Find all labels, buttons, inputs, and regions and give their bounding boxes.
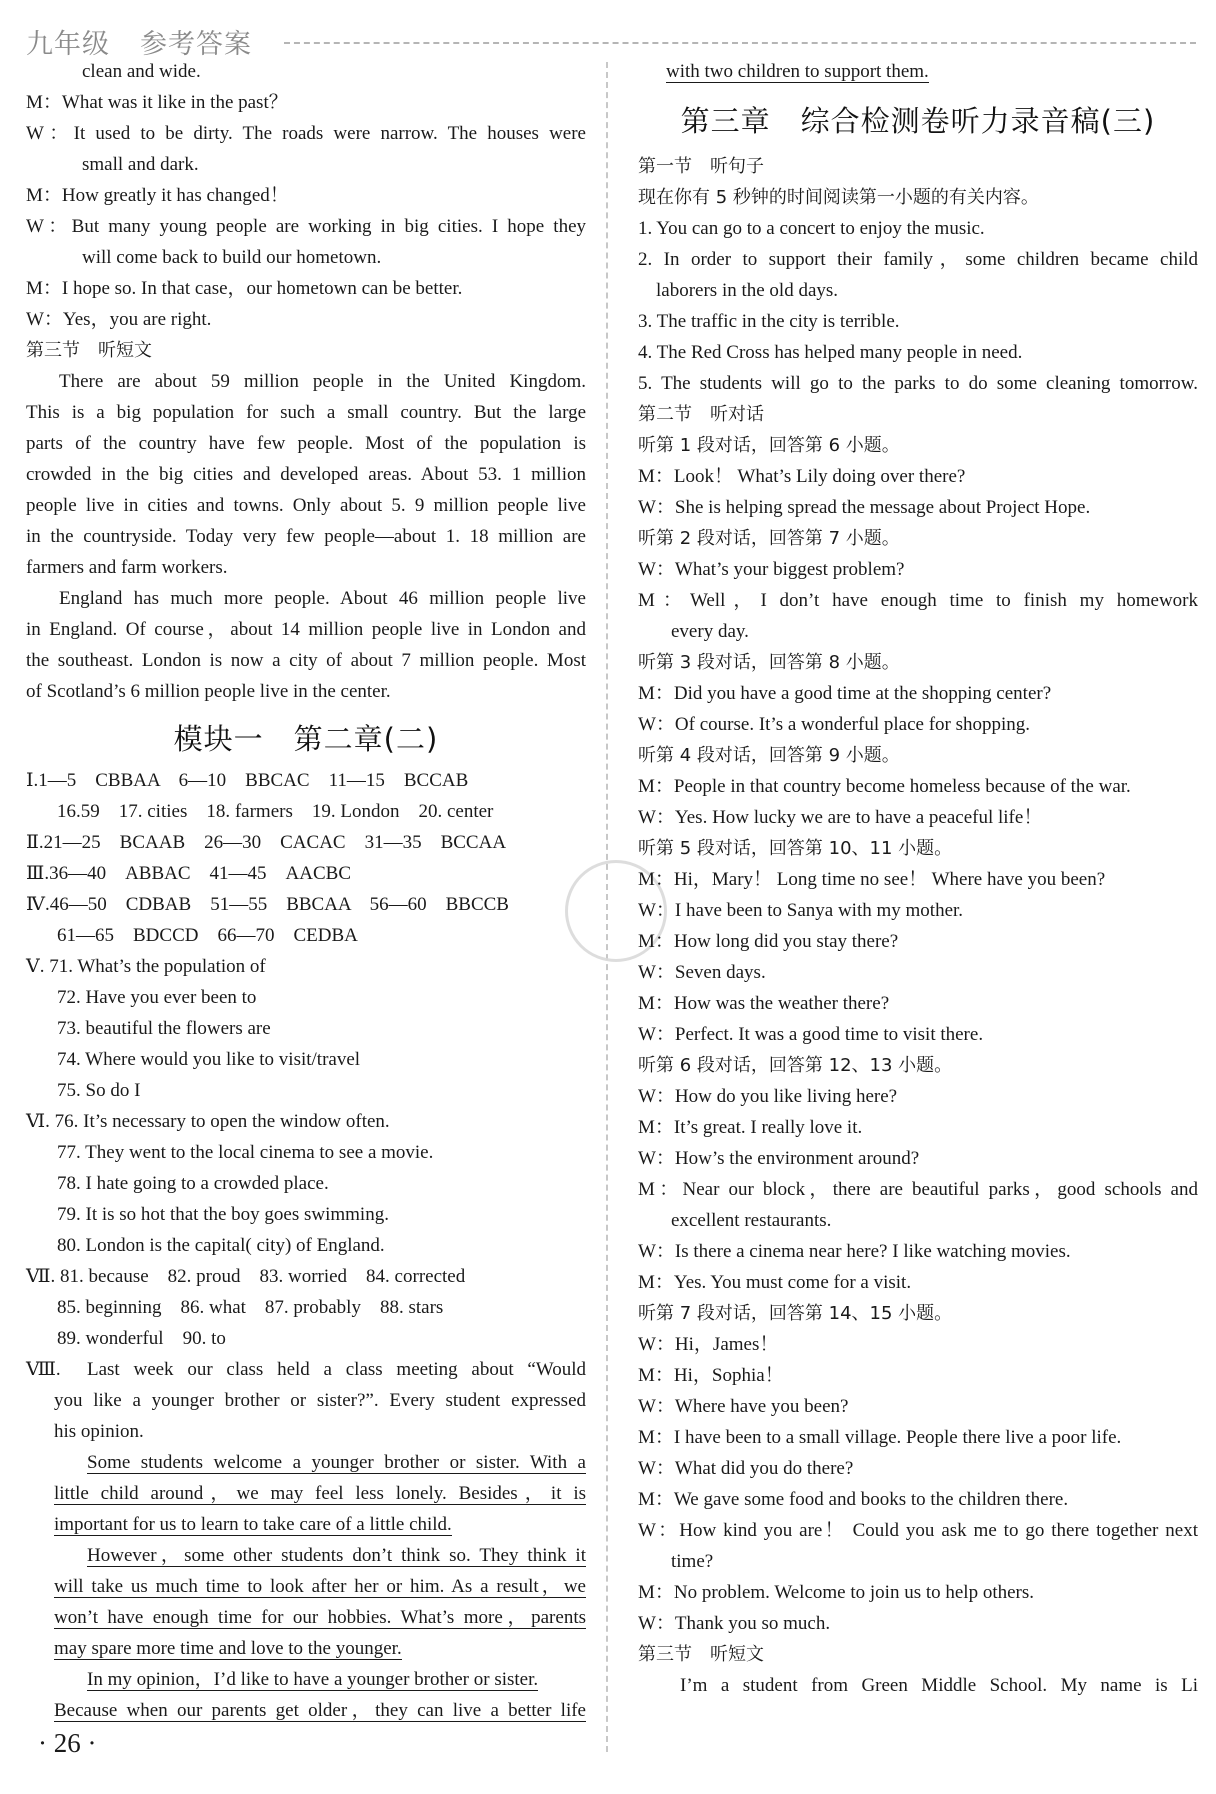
header-grade: 九年级: [26, 29, 110, 60]
header-dashed-rule: [284, 42, 1196, 44]
section-title: 第三节 听短文: [638, 1644, 764, 1665]
transcript-line: every day.: [671, 621, 749, 642]
left-column: [26, 56, 586, 1726]
transcript-line: W：Hi，James！: [638, 1334, 779, 1355]
transcript-line: W：Seven days.: [638, 962, 766, 983]
transcript-line: M：Well，I don’t have enough time to finish my homework: [638, 590, 1198, 611]
section-title: 第三节 听短文: [26, 340, 152, 361]
transcript-line: 4. The Red Cross has helped many people in need.: [638, 342, 1023, 363]
essay-line: Last week our class held a class meeting about “Would: [87, 1359, 586, 1380]
section-title: 听第 6 段对话，回答第 12、13 小题。: [638, 1055, 953, 1076]
answer-line: 85. beginning 86. what 87. probably 88. stars: [38, 1297, 444, 1318]
transcript-line: M：Look！ What’s Lily doing over there?: [638, 466, 966, 487]
transcript-line: W：Of course. It’s a wonderful place for shopping.: [638, 714, 1031, 735]
answer-line: Ⅲ.36—40 ABBAC 41—45 AACBC: [26, 863, 351, 884]
passage-line: in the countryside. Today very few people—about 1. 18 million are: [26, 526, 586, 547]
page-number: · 26 ·: [38, 1728, 97, 1758]
section-title: 听第 4 段对话，回答第 9 小题。: [638, 745, 900, 766]
transcript-line: W：Where have you been?: [638, 1396, 849, 1417]
answer-line: 73. beautiful the flowers are: [38, 1018, 271, 1039]
transcript-line: 5. The students will go to the parks to do some cleaning tomorrow.: [638, 373, 1198, 394]
transcript-line: laborers in the old days.: [656, 280, 839, 301]
section-title: 现在你有 5 秒钟的时间阅读第一小题的有关内容。: [638, 187, 1039, 208]
section-title: 听第 3 段对话，回答第 8 小题。: [638, 652, 900, 673]
dialog-line: M：How greatly it has changed！: [26, 185, 289, 206]
right-column: [638, 56, 1198, 1701]
transcript-line: W：Yes. How lucky we are to have a peaceful life！: [638, 807, 1043, 828]
answer-line: 80. London is the capital( city) of England.: [38, 1235, 385, 1256]
answer-line: 77. They went to the local cinema to see a movie.: [38, 1142, 434, 1163]
essay-line: Some students welcome a younger brother or sister. With a: [87, 1452, 586, 1473]
dialog-line: W：It used to be dirty. The roads were narrow. The houses were: [26, 123, 586, 144]
passage-line: England has much more people. About 46 million people live: [59, 588, 586, 609]
transcript-line: M：We gave some food and books to the children there.: [638, 1489, 1069, 1510]
dialog-line: small and dark.: [82, 154, 199, 175]
transcript-line: W：What’s your biggest problem?: [638, 559, 905, 580]
answer-line: 79. It is so hot that the boy goes swimming.: [38, 1204, 389, 1225]
dialog-line: M：I hope so. In that case，our hometown can be better.: [26, 278, 463, 299]
transcript-line: 3. The traffic in the city is terrible.: [638, 311, 900, 332]
dialog-line: clean and wide.: [82, 61, 201, 82]
passage-line: There are about 59 million people in the United Kingdom.: [59, 371, 586, 392]
essay-label: Ⅷ.: [26, 1359, 61, 1380]
transcript-line: 1. You can go to a concert to enjoy the music.: [638, 218, 985, 239]
transcript-line: 2. In order to support their family，some children became child: [638, 249, 1198, 270]
transcript-line: excellent restaurants.: [671, 1210, 832, 1231]
essay-line: However，some other students don’t think so. They think it: [87, 1545, 586, 1566]
transcript-line: W：I have been to Sanya with my mother.: [638, 900, 964, 921]
answer-line: Ⅱ.21—25 BCAAB 26—30 CACAC 31—35 BCCAA: [26, 832, 507, 853]
answer-line: 16.59 17. cities 18. farmers 19. London 20. center: [38, 801, 494, 822]
essay-line: his opinion.: [54, 1421, 144, 1442]
chapter-title: 模块一 第二章(二): [173, 722, 439, 756]
transcript-line: M：Did you have a good time at the shopping center?: [638, 683, 1052, 704]
answer-line: Ⅴ. 71. What’s the population of: [26, 956, 266, 977]
essay-line: may spare more time and love to the younger.: [54, 1638, 402, 1659]
section-title: 第二节 听对话: [638, 404, 764, 425]
transcript-line: time?: [671, 1551, 714, 1572]
answer-line: 75. So do I: [38, 1080, 141, 1101]
transcript-line: W：How’s the environment around?: [638, 1148, 920, 1169]
passage-line: crowded in the big cities and developed areas. About 53. 1 million: [26, 464, 586, 485]
transcript-line: M：How was the weather there?: [638, 993, 890, 1014]
transcript-line: W：She is helping spread the message about Project Hope.: [638, 497, 1091, 518]
dialog-line: will come back to build our hometown.: [82, 247, 382, 268]
transcript-line: M：Yes. You must come for a visit.: [638, 1272, 912, 1293]
answer-line: Ⅵ. 76. It’s necessary to open the window often.: [26, 1111, 390, 1132]
passage-line: This is a big population for such a small country. But the large: [26, 402, 586, 423]
transcript-line: M：Hi，Mary！ Long time no see！ Where have you been?: [638, 869, 1106, 890]
passage-line: in England. Of course，about 14 million people live in London and: [26, 619, 586, 640]
answer-line: 78. I hate going to a crowded place.: [38, 1173, 329, 1194]
transcript-line: W：How kind you are！ Could you ask me to go there together next: [638, 1520, 1198, 1541]
answer-line: Ⅳ.46—50 CDBAB 51—55 BBCAA 56—60 BBCCB: [26, 894, 509, 915]
section-title: 听第 5 段对话，回答第 10、11 小题。: [638, 838, 953, 859]
transcript-line: W：Thank you so much.: [638, 1613, 831, 1634]
passage-line: parts of the country have few people. Most of the population is: [26, 433, 586, 454]
answer-line: 89. wonderful 90. to: [38, 1328, 226, 1349]
essay-line: little child around，we may feel less lonely. Besides，it is: [54, 1483, 586, 1504]
section-title: 听第 2 段对话，回答第 7 小题。: [638, 528, 900, 549]
transcript-line: M：No problem. Welcome to join us to help others.: [638, 1582, 1035, 1603]
transcript-line: W：Perfect. It was a good time to visit there.: [638, 1024, 984, 1045]
answer-line: Ⅶ. 81. because 82. proud 83. worried 84. corrected: [26, 1266, 466, 1287]
transcript-line: W：What did you do there?: [638, 1458, 854, 1479]
essay-line: Because when our parents get older，they can live a better life: [54, 1700, 586, 1721]
transcript-line: M：People in that country become homeless because of the war.: [638, 776, 1131, 797]
header-title: 参考答案: [140, 29, 252, 60]
transcript-line: M：I have been to a small village. People there live a poor life.: [638, 1427, 1122, 1448]
dialog-line: W：Yes，you are right.: [26, 309, 212, 330]
section-title: 第一节 听句子: [638, 156, 764, 177]
answer-line: 72. Have you ever been to: [38, 987, 257, 1008]
essay-end-line: with two children to support them.: [666, 61, 929, 82]
essay-line: won’t have enough time for our hobbies. What’s more，parents: [54, 1607, 586, 1628]
passage-line: farmers and farm workers.: [26, 557, 228, 578]
dialog-line: W：But many young people are working in big cities. I hope they: [26, 216, 586, 237]
passage-line: people live in cities and towns. Only about 5. 9 million people live: [26, 495, 586, 516]
chapter-title: 第三章 综合检测卷听力录音稿(三): [680, 104, 1156, 138]
transcript-line: M：It’s great. I really love it.: [638, 1117, 863, 1138]
transcript-line: M：Near our block，there are beautiful parks，good schools and: [638, 1179, 1198, 1200]
section-title: 听第 7 段对话，回答第 14、15 小题。: [638, 1303, 953, 1324]
essay-line: important for us to learn to take care of a little child.: [54, 1514, 452, 1535]
dialog-line: M：What was it like in the past？: [26, 92, 288, 113]
essay-line: you like a younger brother or sister?”. Every student expressed: [54, 1390, 586, 1411]
passage-line: of Scotland’s 6 million people live in the center.: [26, 681, 391, 702]
essay-line: will take us much time to look after her or him. As a result，we: [54, 1576, 586, 1597]
answer-line: Ⅰ.1—5 CBBAA 6—10 BBCAC 11—15 BCCAB: [26, 770, 469, 791]
essay-line: In my opinion，I’d like to have a younger brother or sister.: [87, 1669, 539, 1690]
transcript-line: W：Is there a cinema near here? I like watching movies.: [638, 1241, 1071, 1262]
section-title: 听第 1 段对话，回答第 6 小题。: [638, 435, 900, 456]
transcript-line: M：How long did you stay there?: [638, 931, 899, 952]
passage-line: the southeast. London is now a city of about 7 million people. Most: [26, 650, 586, 671]
transcript-line: M：Hi，Sophia！: [638, 1365, 784, 1386]
answer-line: 61—65 BDCCD 66—70 CEDBA: [38, 925, 358, 946]
transcript-line: W：How do you like living here?: [638, 1086, 898, 1107]
answer-line: 74. Where would you like to visit/travel: [38, 1049, 361, 1070]
essay-block: [26, 1354, 586, 1726]
transcript-line: I’m a student from Green Middle School. My name is Li: [680, 1675, 1198, 1696]
